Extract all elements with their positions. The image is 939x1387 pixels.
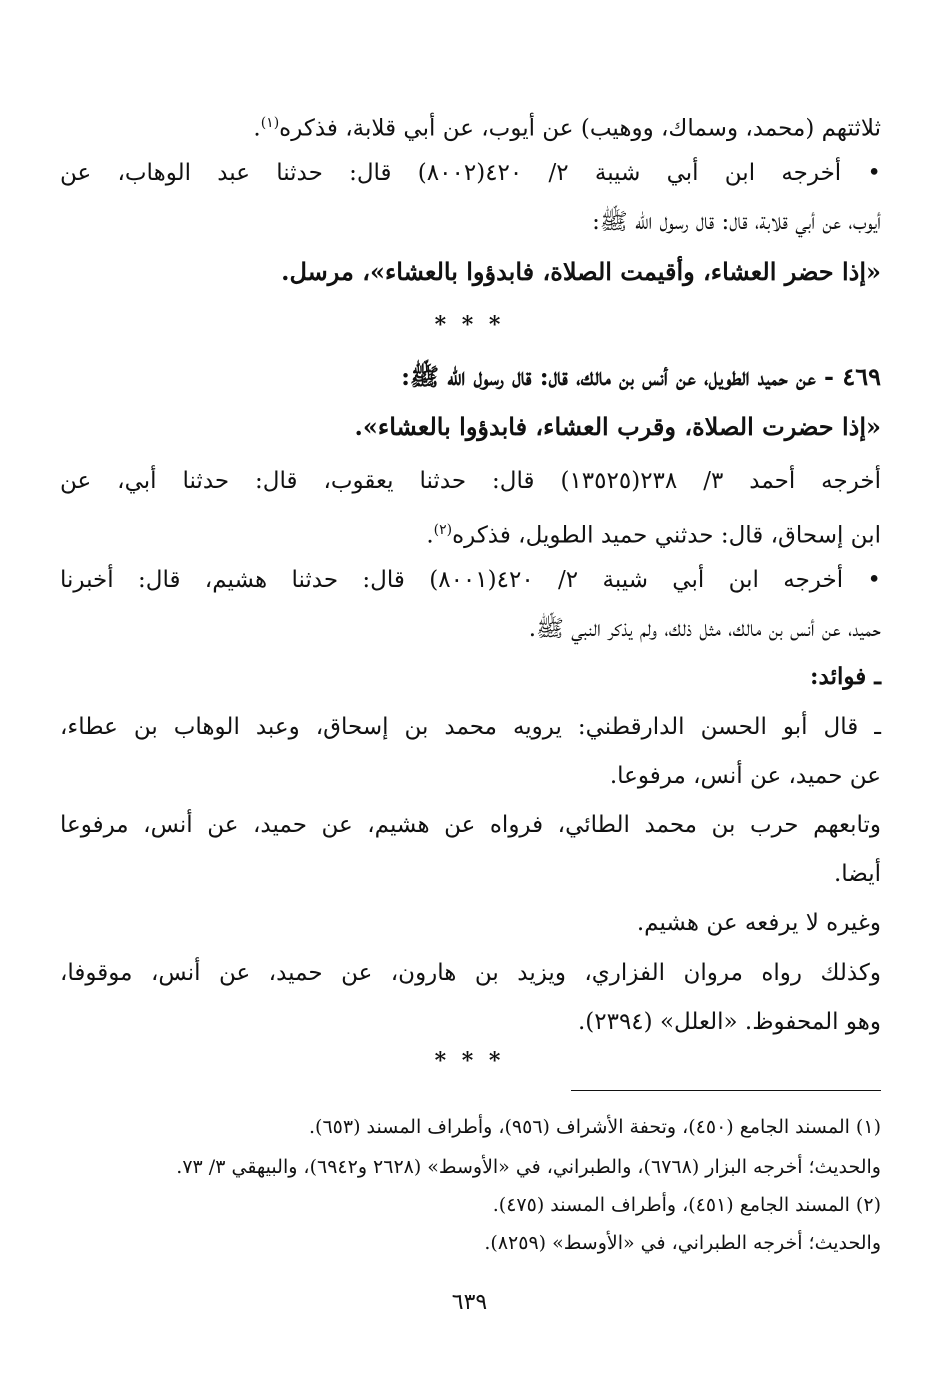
text-line: • أخرجه ابن أبي شيبة ٢/ ٤٢٠(٨٠٠١) قال: حدثنا هشيم، قال: أخبرنا [60,567,882,593]
text-line: • أخرجه ابن أبي شيبة ٢/ ٤٢٠(٨٠٠٢) قال: حدثنا عبد الوهاب، عن [60,160,882,186]
hadith-heading: ٤٦٩ - عن حميد الطويل، عن أنس بن مالك، قال: قال رسول الله ﷺ: [401,362,881,391]
text-line: ثلاثتهم (محمد، وسماك، ووهيب) عن أيوب، عن أبي قلابة، فذكره$^{(١)}$. [253,115,881,142]
text-line: ـ قال أبو الحسن الدارقطني: يرويه محمد بن إسحاق، وعبد الوهاب بن عطاء، [60,714,881,740]
footnote-divider [571,1090,881,1091]
hadith-text: «إذا حضر العشاء، وأقيمت الصلاة، فابدؤوا بالعشاء»، مرسل. [281,257,881,286]
footnote-line: (١) المسند الجامع (٤٥٠)، وتحفة الأشراف (٩٥٦)، وأطراف المسند (٦٥٣). [309,1116,881,1138]
hadith-text: «إذا حضرت الصلاة، وقرب العشاء، فابدؤوا بالعشاء». [354,412,881,441]
footnote-line: والحديث؛ أخرجه الطبراني، في «الأوسط» (٨٢٥٩). [484,1232,881,1254]
footnote-line: (٢) المسند الجامع (٤٥١)، وأطراف المسند (٤٧٥). [492,1194,881,1216]
text-line: وهو المحفوظ. «العلل» (٢٣٩٤). [577,1009,881,1035]
text-line: أيضا. [833,861,881,887]
footnote-marker: (٢) [433,522,453,538]
footnote-marker: (١) [260,115,280,131]
text-line: ابن إسحاق، قال: حدثني حميد الطويل، فذكره$^{(٢)}$. [426,522,881,549]
text-line: حميد، عن أنس بن مالك، مثل ذلك، ولم يذكر النبي ﷺ. [528,616,881,642]
text-line: أخرجه أحمد ٣/ ٢٣٨(١٣٥٢٥) قال: حدثنا يعقوب، قال: حدثنا أبي، عن [60,468,882,494]
text-line: وكذلك رواه مروان الفزاري، ويزيد بن هارون، عن حميد، عن أنس، موقوفا، [60,960,881,986]
footnote-line: والحديث؛ أخرجه البزار (٦٧٦٨)، والطبراني، في «الأوسط» (٢٦٢٨ و٦٩٤٢)، والبيهقي ٣/ ٧٣. [176,1156,881,1178]
section-separator: * * * [434,1048,505,1074]
page-number: ٦٣٩ [451,1290,488,1315]
text-line: وغيره لا يرفعه عن هشيم. [636,910,881,936]
section-heading: ـ فوائد: [810,663,881,690]
text-line: عن حميد، عن أنس، مرفوعا. [609,763,881,789]
section-separator: * * * [434,312,505,338]
text-line: أيوب، عن أبي قلابة، قال: قال رسول الله ﷺ: [592,209,881,235]
text-line: وتابعهم حرب بن محمد الطائي، فرواه عن هشيم، عن حميد، عن أنس، مرفوعا [60,812,881,838]
